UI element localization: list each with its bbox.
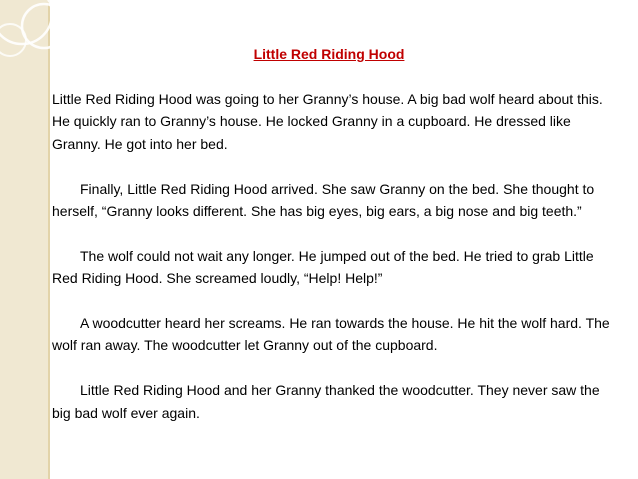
paragraph: Finally, Little Red Riding Hood arrived. She saw Granny on the bed. She thought to herself, “Granny looks different. She has big eyes, big ears, a big nose and big teeth.” (52, 180, 595, 220)
decorative-band-edge (48, 0, 50, 479)
paragraph: A woodcutter heard her screams. He ran towards the house. He hit the wolf hard. The wolf ran away. The woodcutter let Granny out of the cupboard. (52, 315, 610, 354)
decorative-side-band (0, 0, 48, 479)
paragraph: Little Red Riding Hood and her Granny thanked the woodcutter. They never saw the big bad wolf ever again. (52, 382, 600, 421)
paragraph: The wolf could not wait any longer. He jumped out of the bed. He tried to grab Little Red Riding Hood. She screamed loudly, “Help! Help!” (52, 247, 594, 287)
page-title: Little Red Riding Hood (253, 46, 405, 62)
paragraph: Little Red Riding Hood was going to her Granny’s house. A big bad wolf heard about this. He quickly ran to Granny’s house. He locked Granny in a cupboard. He dressed like Granny. He got into her bed. (52, 91, 603, 152)
story-body (52, 88, 620, 446)
